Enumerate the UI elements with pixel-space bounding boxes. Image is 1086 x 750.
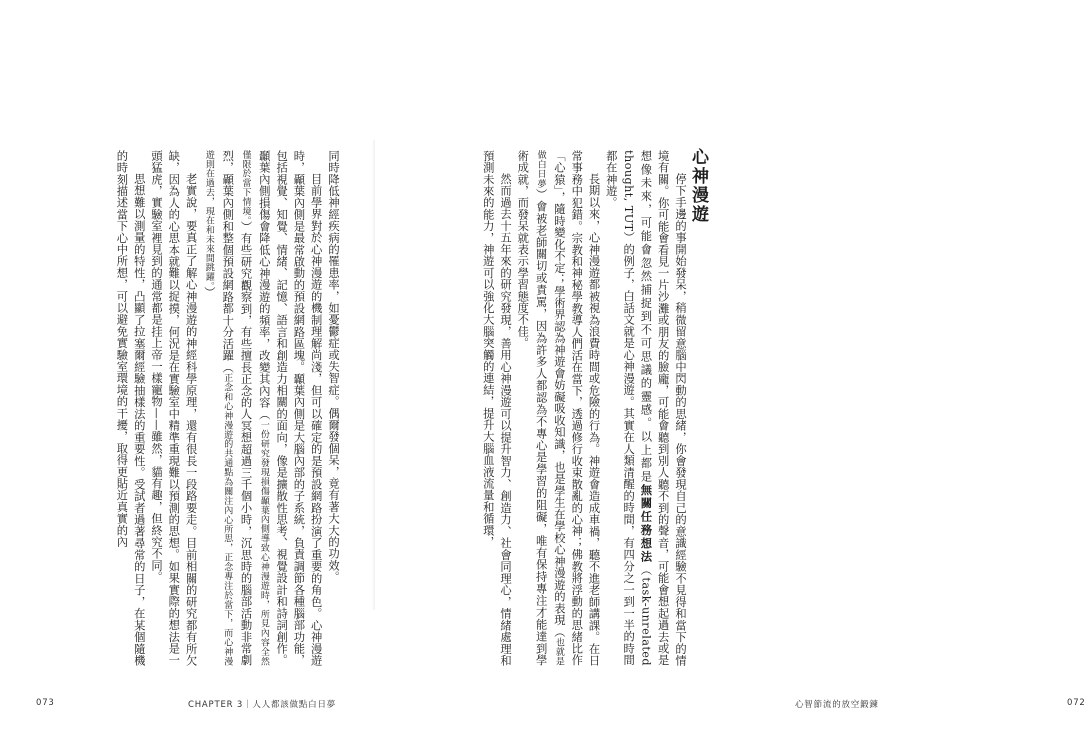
- section-heading: 心神漫遊: [688, 148, 708, 224]
- running-head-left: CHAPTER 3｜人人都該做點白日夢: [188, 700, 337, 710]
- left-page: [0, 0, 375, 750]
- left-annotation-1: 一份研究發現損傷顳葉內側導致心神漫遊時，所見內容全然僅限於當下情境。: [240, 150, 269, 666]
- left-paragraph-4: 思想難以測量的特性，凸顯了拉塞爾經驗抽樣法的重要性。受試者過著尋常的日子，在某個隨機的時刻描述當下心中所想，可以避免實驗室環境的干擾，取得更貼近真實的內: [115, 150, 146, 666]
- right-page: [375, 0, 1086, 750]
- right-paragraph-1: 停下手邊的事開始發呆，稍微留意腦中閃動的思緒，你會發現自己的意識經驗不見得和當下的情境有關。你可能會看見一片沙灘或朋友的臉龐，可能會聽到別人聽不到的聲音，可能會想起過去或是想像未來，可能會忽然捕捉到不可思議的靈感。以上都是: [639, 150, 687, 666]
- left-paragraph-3: 老實說，要真正了解心神漫遊的神經科學原理，還有很長一段路要走。目前相關的研究都有所欠缺，因為人的心思本就難以捉摸，何況是在實驗室中精準重現難以預測的思想。如果實際的想法是一頭猛虎，實驗室裡見到的通常都是挂上帝一樣寵物——雖然，貓有趣，但終究不同。: [150, 150, 198, 666]
- page-number-left: 073: [36, 698, 55, 708]
- left-paragraph-2: 目前學界對於心神漫遊的機制理解尚淺，但可以確定的是預設網路扮演了重要的角色。心神漫遊時，顳葉內側是最常啟動的預設網路區塊。顳葉內側是大腦內部的子系統，負責調節各種腦部功能，包括視覺、知覺、情緒、記憶、語言和創造力相關的面向，像是擴散性思考、視覺設計和詩詞創作。顳葉內側損傷會降低心神漫遊的頻率，改變其內容（: [257, 150, 323, 666]
- key-term: 無關任務想法: [639, 483, 653, 565]
- left-paragraph-2-continued: ）有些研究觀察到，: [239, 220, 253, 327]
- right-paragraph-1-continued: （task-unrelated thought, TUT）的例子，白話文就是心神漫遊。其實在人類清醒的時間，有四分之一到一半的時間都在神遊。: [604, 150, 653, 666]
- left-paragraph-2-end: ）: [202, 286, 216, 299]
- left-paragraph-1: 同時降低神經疾病的罹患率，如憂鬱症或失智症。偶爾發個呆，竟有著大大的功效。: [327, 150, 340, 583]
- right-paragraph-2-continued: ）會被老師關切或責罵，因為許多人都認為不專心是學習的阻礙，唯有保持專注才能達到學術成就，而發呆就表示學習態度不佳。: [516, 150, 548, 667]
- right-annotation: 也就是做白日夢: [535, 150, 564, 666]
- left-paragraph-2-part-3: 有些擅長正念的人冥想超過三千個小時，沉思時的腦部活動非常劇烈，顳葉內側和整個預設網路都十分活躍（: [221, 150, 253, 666]
- page-number-right: 072: [1067, 698, 1086, 708]
- right-paragraph-3: 然而過去十五年來的研究發現，善用心神漫遊可以提升智力、創造力、社會同理心，情緒處理和預測未來的能力，神遊可以強化大腦突觸的連結，提升大腦血液流量和循環，: [481, 150, 513, 666]
- running-head-right: 心智節流的放空鍛鍊: [795, 700, 879, 710]
- left-page-body: [20, 150, 342, 666]
- left-annotation-2: 正念和心神漫遊的共通點為關注內心所思，正念專注於當下，而心神漫遊則在過去，現在和未來間跳躍。: [203, 150, 233, 666]
- right-page-body: [463, 150, 689, 666]
- right-paragraph-2: 長期以來，心神漫遊都被視為浪費時間或危險的行為。神遊會造成車禍，聽不進老師講課。在日常事務中犯錯。宗教和神秘學教導人們活在當下，透過修行收束散亂的心神；佛教將浮動的思緒比作「心猿」，隨時變化不定；學術界認為神遊會妨礙吸收知識，也是學生在學校心神漫遊的表現（: [552, 150, 601, 666]
